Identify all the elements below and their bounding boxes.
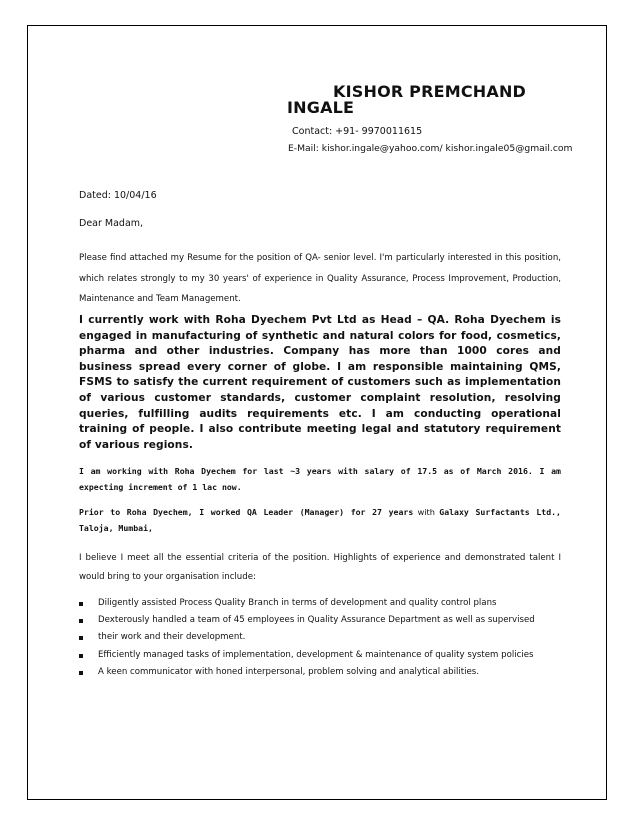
- square-bullet-icon: [79, 636, 83, 640]
- contact-phone: Contact: +91- 9970011615: [292, 126, 423, 137]
- square-bullet-icon: [79, 671, 83, 675]
- list-item-text: Efficiently managed tasks of implementation, development & maintenance of quality system policies: [98, 649, 534, 660]
- list-item: [79, 632, 561, 649]
- intro-paragraph: Please find attached my Resume for the position of QA- senior level. I'm particularly interested in this position, which relates strongly to my 30 years' of experience in Quality Assurance, Process Improvement, Production, Maintenance and Team Management.: [79, 253, 561, 304]
- list-item: [79, 667, 561, 684]
- applicant-name-line1: KISHOR PREMCHAND: [333, 82, 527, 101]
- list-item-text: A keen communicator with honed interpersonal, problem solving and analytical abilities.: [98, 666, 479, 677]
- prior-experience-text: Prior to Roha Dyechem, I worked QA Leader (Manager) for 27 years: [79, 507, 414, 517]
- square-bullet-icon: [79, 654, 83, 658]
- contact-email: E-Mail: kishor.ingale@yahoo.com/ kishor.ingale05@gmail.com: [288, 143, 573, 154]
- list-item-text: their work and their development.: [98, 632, 246, 643]
- criteria-paragraph: I believe I meet all the essential criteria of the position. Highlights of experience and demonstrated talent I would bring to your organisation include:: [79, 553, 561, 582]
- applicant-name-line2: INGALE: [287, 98, 355, 117]
- salutation: Dear Madam,: [79, 218, 144, 229]
- salary-paragraph: I am working with Roha Dyechem for last ~3 years with salary of 17.5 as of March 2016. I am expecting increment of 1 lac now.: [79, 466, 561, 492]
- prior-with-text: with: [417, 507, 435, 517]
- highlights-list: [79, 598, 561, 684]
- list-item: [79, 598, 561, 615]
- list-item-text: Dexterously handled a team of 45 employees in Quality Assurance Department as well as supervised: [98, 615, 535, 626]
- list-item: [79, 650, 561, 667]
- prior-experience-paragraph: [79, 505, 561, 536]
- prior-company-text: Galaxy Surfactants Ltd., Taloja, Mumbai,: [79, 507, 561, 533]
- list-item: [79, 615, 561, 632]
- square-bullet-icon: [79, 602, 83, 606]
- letter-date: Dated: 10/04/16: [79, 190, 157, 201]
- list-item-text: Diligently assisted Process Quality Branch in terms of development and quality control plans: [98, 598, 497, 608]
- current-work-paragraph: I currently work with Roha Dyechem Pvt Ltd as Head – QA. Roha Dyechem is engaged in manufacturing of synthetic and natural colors for food, cosmetics, pharma and other industries. Company has more than 1000 cores and business spread every corner of globe. I am responsible maintaining QMS, FSMS to satisfy the current requirement of customers such as implementation of various customer standards, customer complaint resolution, resolving queries, fulfilling audits requirements etc. I am conducting operational training of people. I also contribute meeting legal and statutory requirement of various regions.: [79, 314, 561, 451]
- square-bullet-icon: [79, 619, 83, 623]
